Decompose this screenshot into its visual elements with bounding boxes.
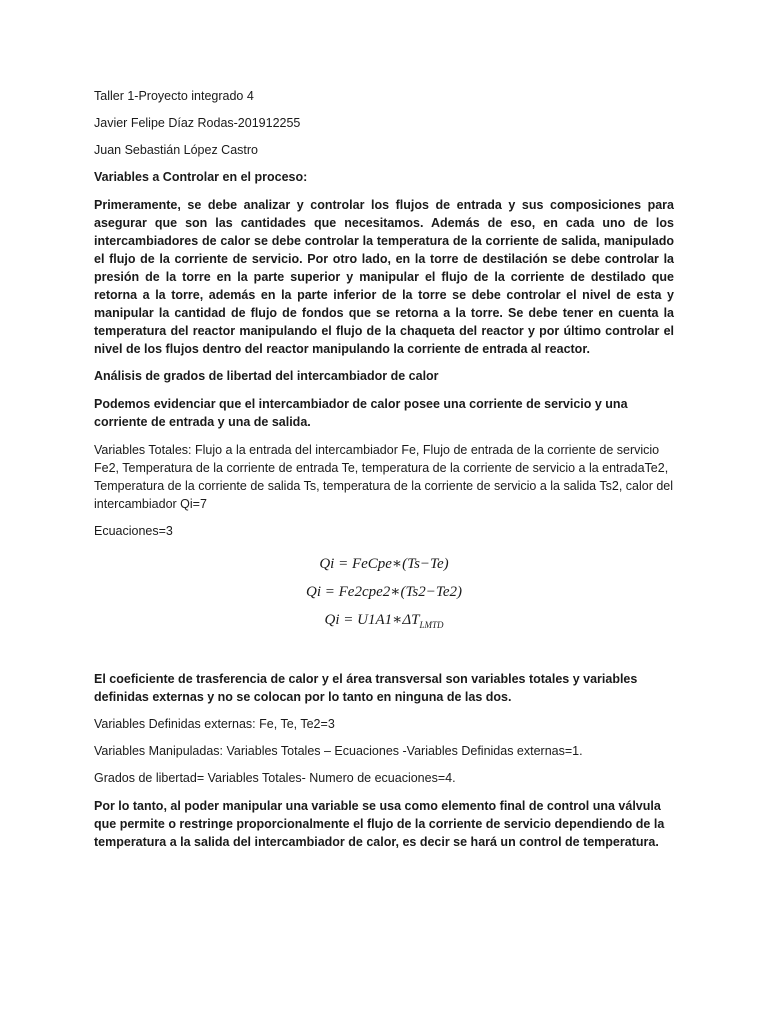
paragraph-coeficiente: El coeficiente de trasferencia de calor y el área transversal son variables totales y variables definidas externas y no se colocan por lo tanto en ninguna de las dos.: [94, 672, 638, 704]
equation-block: [94, 550, 674, 634]
paragraph-variables: Primeramente, se debe analizar y controlar los flujos de entrada y sus composiciones para asegurar que son las cantidades que necesitamos. Además de eso, en cada uno de los intercambiadores de calor se debe controlar la temperatura de la corriente de salida, manipulado el flujo de la corriente de servicio. Por otro lado, en la torre de destilación se debe controlar la presión de la torre en la parte superior y manipular el flujo de la corriente de destilado que retorna a la torre, además en la parte inferior de la torre se debe controlar el nivel de esta y manipular la cantidad de flujo de fondos que se retorna a la torre. Se debe tener en cuenta la temperatura del reactor manipulando el flujo de la chaqueta del reactor y por último controlar el nivel de los flujos dentro del reactor manipulando la corriente de entrada al reactor.: [94, 198, 674, 356]
paragraph-conclusion: Por lo tanto, al poder manipular una variable se usa como elemento final de control una válvula que permite o restringe proporcionalmente el flujo de la corriente de servicio dependiendo de la temperatura a la salida del intercambiador de calor, es decir se hará un control de temperatura.: [94, 799, 665, 849]
paragraph-definidas: Variables Definidas externas: Fe, Te, Te2=3: [94, 717, 335, 731]
author-1: Javier Felipe Díaz Rodas-201912255: [94, 116, 301, 130]
equation-2: Qi = Fe2cpe2∗(Ts2−Te2): [306, 584, 462, 600]
equation-3: [94, 606, 674, 634]
paragraph-intro: Podemos evidenciar que el intercambiador de calor posee una corriente de servicio y una corriente de entrada y una de salida.: [94, 397, 628, 429]
equation-1: Qi = FeCpe∗(Ts−Te): [319, 556, 449, 572]
equation-3-main: Qi = U1A1∗ΔT: [324, 612, 420, 628]
equation-3-subscript: LMTD: [419, 620, 444, 630]
section-heading-analysis: Análisis de grados de libertad del intercambiador de calor: [94, 369, 439, 383]
paragraph-variables-totales: Variables Totales: Flujo a la entrada del intercambiador Fe, Flujo de entrada de la corriente de servicio Fe2, Temperatura de la corriente de entrada Te, temperatura de la corriente de servicio a la entradaTe2, Temperatura de la corriente de salida Ts, temperatura de la corriente de servicio a la salida Ts2, calor del intercambiador Qi=7: [94, 443, 674, 511]
author-2: Juan Sebastián López Castro: [94, 143, 258, 157]
paragraph-manipuladas: Variables Manipuladas: Variables Totales – Ecuaciones -Variables Definidas externas=1.: [94, 744, 583, 758]
document-title: Taller 1-Proyecto integrado 4: [94, 89, 254, 103]
ecuaciones-label: Ecuaciones=3: [94, 524, 173, 538]
section-heading-variables: Variables a Controlar en el proceso:: [94, 170, 308, 184]
paragraph-grados: Grados de libertad= Variables Totales- Numero de ecuaciones=4.: [94, 771, 456, 785]
